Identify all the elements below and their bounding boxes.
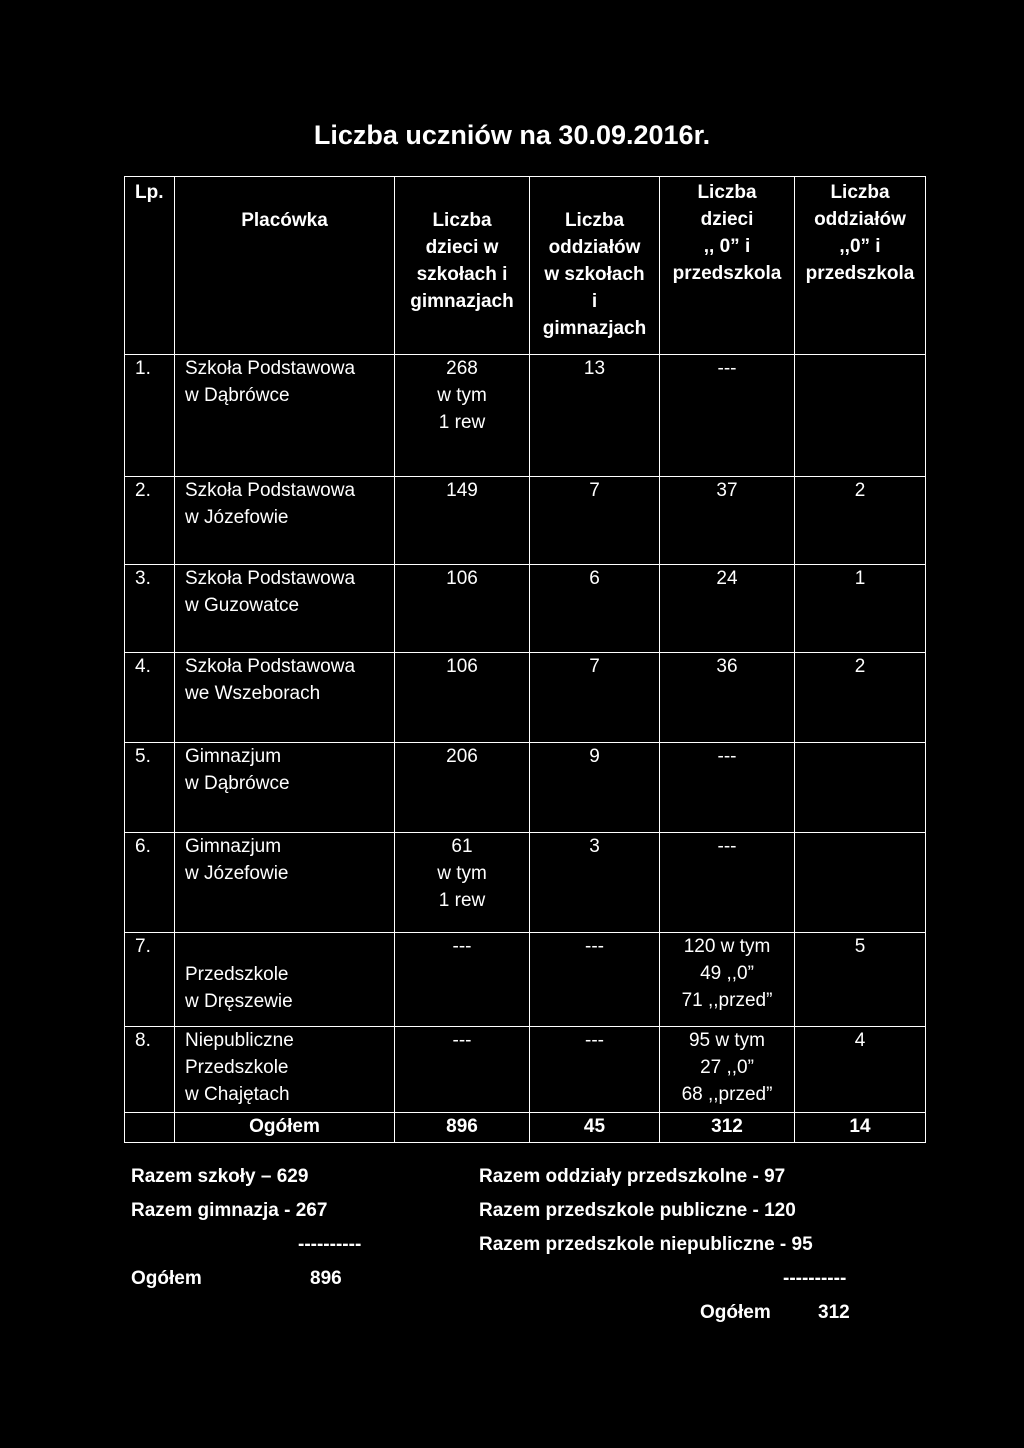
row-dzieci: 106 [395,565,530,653]
row-name: Niepubliczne Przedszkole w Chajętach [175,1027,395,1113]
row-oddz-p: 1 [795,565,926,653]
row-przedsz: 36 [660,653,795,743]
row-lp: 7. [125,933,175,1027]
summary-oddzialy-przedszkolne: Razem oddziały przedszkolne - 97 [479,1166,786,1187]
total-row [125,1113,926,1143]
row-oddz: --- [530,933,660,1027]
row-oddz-p: 2 [795,653,926,743]
total-przedsz: 312 [660,1113,795,1143]
row-oddz-p: 4 [795,1027,926,1113]
total-oddz-p: 14 [795,1113,926,1143]
row-przedsz: --- [660,743,795,833]
header-oddzialy-przedszkola: Liczba oddziałów ,,0” i przedszkola [795,177,926,355]
row-oddz-p [795,355,926,477]
students-table [124,176,926,1143]
row-przedsz: 37 [660,477,795,565]
row-oddz-p [795,743,926,833]
row-dzieci: 61 w tym 1 rew [395,833,530,933]
table-row [125,653,926,743]
row-oddz-p: 5 [795,933,926,1027]
table-row [125,1027,926,1113]
summary-gimnazja: Razem gimnazja - 267 [131,1200,328,1221]
row-przedsz: 24 [660,565,795,653]
row-oddz: 7 [530,477,660,565]
row-oddz-p: 2 [795,477,926,565]
header-lp: Lp. [125,177,175,355]
table-row [125,833,926,933]
row-dzieci: 268 w tym 1 rew [395,355,530,477]
row-name: Szkoła Podstawowa w Dąbrówce [175,355,395,477]
summary-ogolem-right-value: 312 [818,1302,850,1323]
row-lp: 4. [125,653,175,743]
summary-ogolem-left-label: Ogółem [131,1268,202,1289]
row-przedsz: 120 w tym 49 ,,0” 71 ,,przed” [660,933,795,1027]
row-name: Gimnazjum w Dąbrówce [175,743,395,833]
header-row [125,177,926,355]
row-dzieci: 206 [395,743,530,833]
row-dzieci: 149 [395,477,530,565]
row-lp: 6. [125,833,175,933]
row-lp: 3. [125,565,175,653]
total-empty [125,1113,175,1143]
row-przedsz: --- [660,833,795,933]
row-name: Gimnazjum w Józefowie [175,833,395,933]
row-oddz: 3 [530,833,660,933]
row-dzieci: 106 [395,653,530,743]
summary-ogolem-right-label: Ogółem [700,1302,771,1323]
row-lp: 1. [125,355,175,477]
summary-przedszkole-niepubliczne: Razem przedszkole niepubliczne - 95 [479,1234,813,1255]
row-name: Szkoła Podstawowa w Józefowie [175,477,395,565]
row-name: Przedszkole w Dręszewie [175,933,395,1027]
summary-dashes-right: ---------- [783,1268,847,1289]
total-label: Ogółem [175,1113,395,1143]
row-name: Szkoła Podstawowa we Wszeborach [175,653,395,743]
row-oddz: 7 [530,653,660,743]
page-title: Liczba uczniów na 30.09.2016r. [313,120,711,150]
table-row [125,477,926,565]
row-dzieci: --- [395,933,530,1027]
header-oddzialy-szkoly: Liczba oddziałów w szkołach i gimnazjach [530,177,660,355]
summary-przedszkole-publiczne: Razem przedszkole publiczne - 120 [479,1200,796,1221]
table-row [125,565,926,653]
total-dzieci: 896 [395,1113,530,1143]
row-oddz: 6 [530,565,660,653]
header-placowka: Placówka [175,177,395,355]
row-dzieci: --- [395,1027,530,1113]
table-row [125,743,926,833]
total-oddz: 45 [530,1113,660,1143]
header-dzieci-szkoly: Liczba dzieci w szkołach i gimnazjach [395,177,530,355]
row-oddz: 9 [530,743,660,833]
row-przedsz: --- [660,355,795,477]
row-lp: 5. [125,743,175,833]
header-dzieci-przedszkola: Liczba dzieci ,, 0” i przedszkola [660,177,795,355]
row-lp: 8. [125,1027,175,1113]
row-oddz: --- [530,1027,660,1113]
row-przedsz: 95 w tym 27 ,,0” 68 ,,przed” [660,1027,795,1113]
row-name: Szkoła Podstawowa w Guzowatce [175,565,395,653]
summary-ogolem-left-value: 896 [310,1268,342,1289]
table-row [125,933,926,1027]
summary-dashes-left: ---------- [298,1234,362,1255]
table-row [125,355,926,477]
row-oddz: 13 [530,355,660,477]
row-oddz-p [795,833,926,933]
row-lp: 2. [125,477,175,565]
summary-szkoly: Razem szkoły – 629 [131,1166,309,1187]
